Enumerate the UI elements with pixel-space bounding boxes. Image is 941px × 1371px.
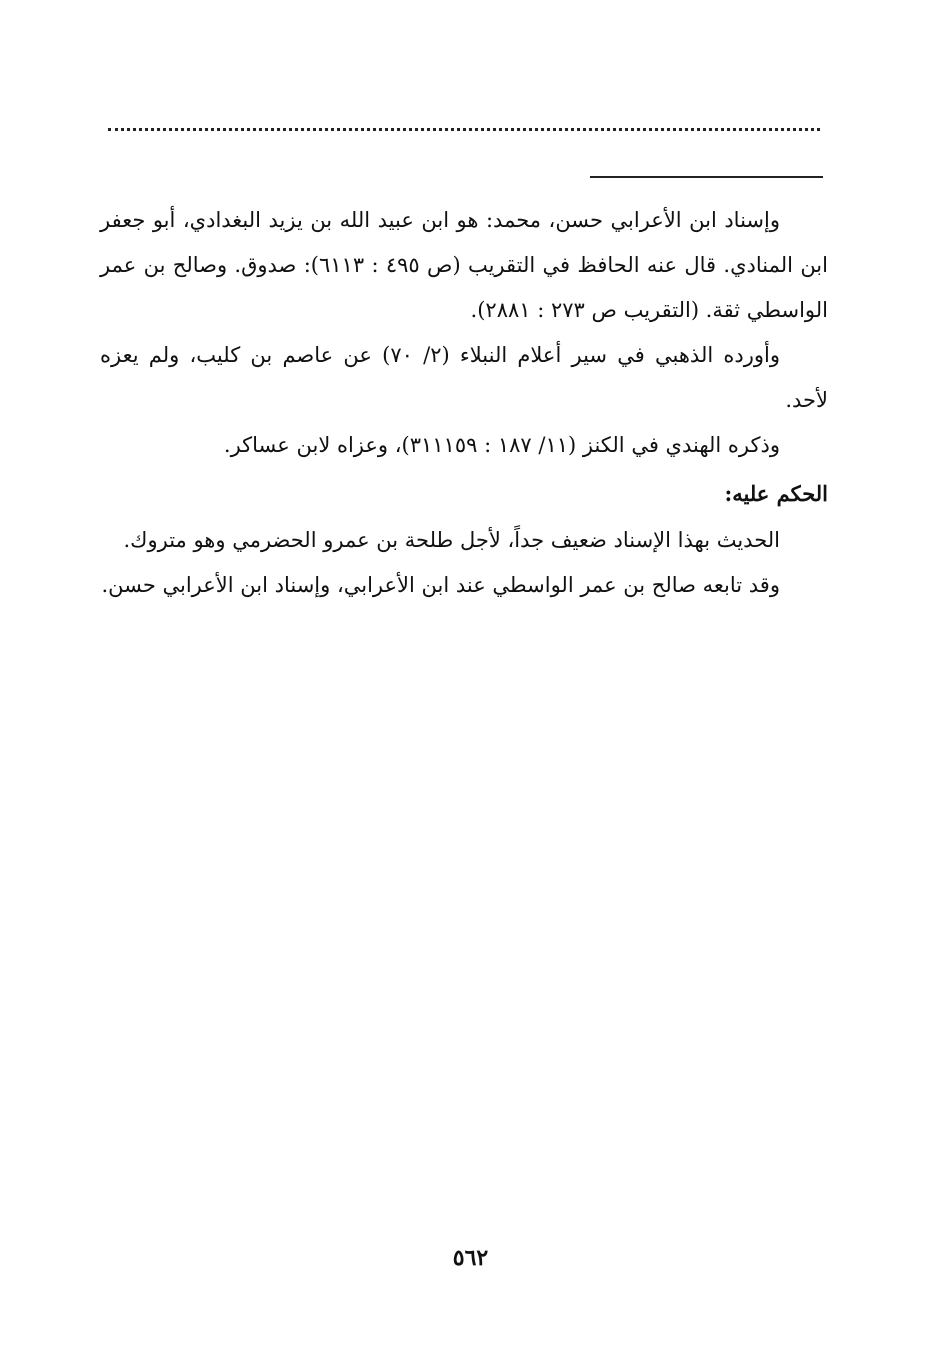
ruling-section xyxy=(100,518,828,608)
footnote-section xyxy=(100,198,828,468)
ruling-heading: الحكم عليه: xyxy=(724,481,828,506)
ruling-paragraph: وقد تابعه صالح بن عمر الواسطي عند ابن الأعرابي، وإسناد ابن الأعرابي حسن. xyxy=(101,573,780,597)
dotted-separator xyxy=(108,128,820,131)
page-number: ٥٦٢ xyxy=(452,1245,489,1271)
ruling-paragraph: الحديث بهذا الإسناد ضعيف جداً، لأجل طلحة بن عمرو الحضرمي وهو متروك. xyxy=(123,528,780,552)
footnote-paragraph: وذكره الهندي في الكنز (١١/ ١٨٧ : ٣١١١٥٩)، وعزاه لابن عساكر. xyxy=(223,433,780,457)
footnote-paragraph: وأورده الذهبي في سير أعلام النبلاء (٢/ ٧٠) عن عاصم بن كليب، ولم يعزه لأحد. xyxy=(100,343,828,412)
footnote-paragraph: وإسناد ابن الأعرابي حسن، محمد: هو ابن عبيد الله بن يزيد البغدادي، أبو جعفر ابن المنادي. قال عنه الحافظ في التقريب (ص ٤٩٥ : ٦١١٣): صدوق. وصالح بن عمر الواسطي ثقة. (التقريب ص ٢٧٣ : ٢٨٨١). xyxy=(100,208,828,322)
footnote-rule xyxy=(590,176,823,178)
